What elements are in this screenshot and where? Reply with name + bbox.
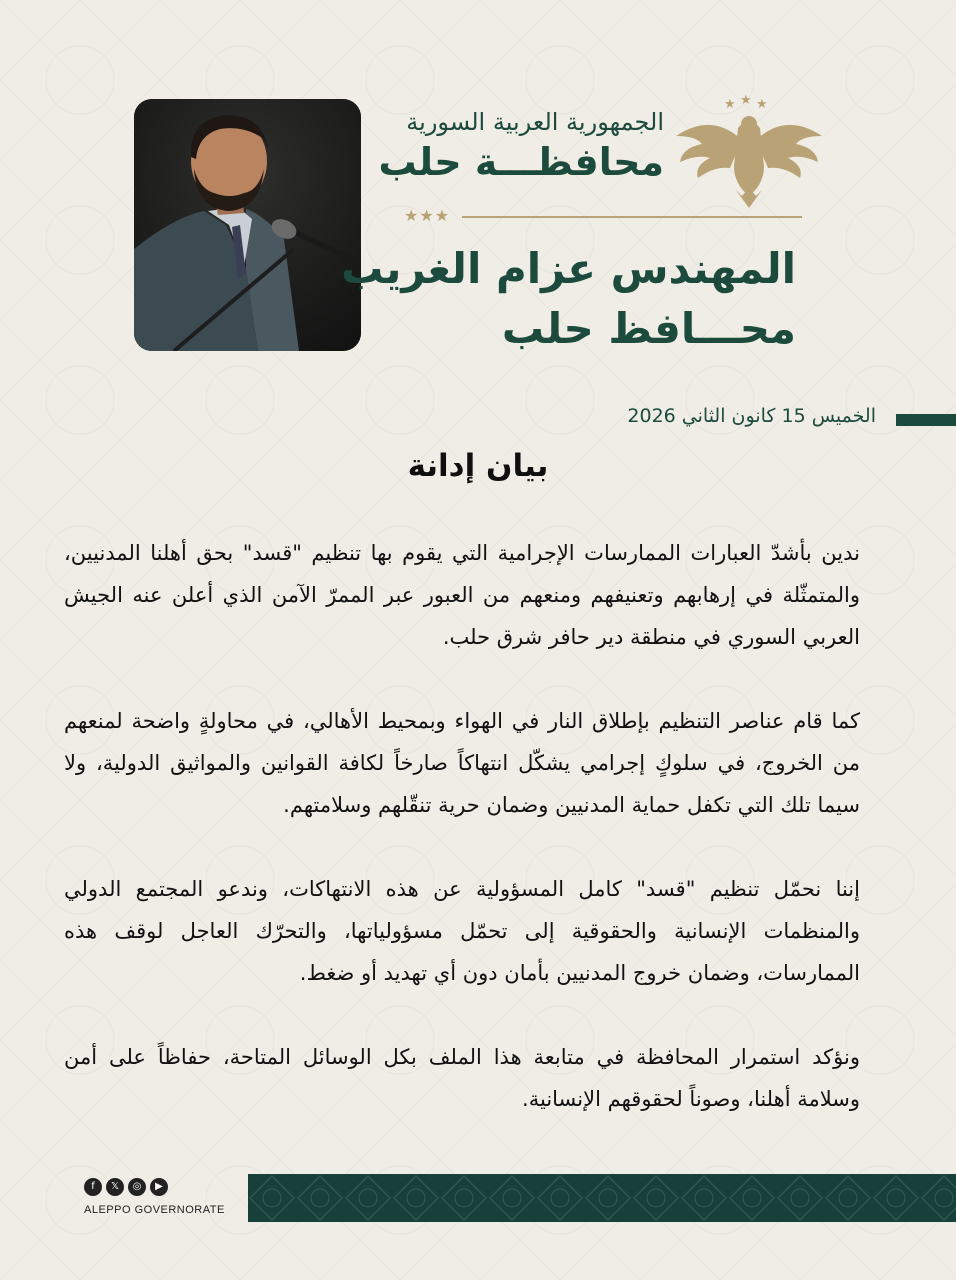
- svg-text:★: ★: [740, 93, 752, 108]
- social-links: [84, 1178, 168, 1198]
- instagram-icon[interactable]: ◎: [128, 1178, 146, 1196]
- republic-heading: الجمهورية العربية السورية: [406, 108, 664, 136]
- statement-body: [64, 532, 860, 1162]
- svg-text:★: ★: [724, 97, 736, 112]
- statement-paragraph: كما قام عناصر التنظيم بإطلاق النار في الهواء وبمحيط الأهالي، في محاولةٍ واضحة لمنعهم من الخروج، في سلوكٍ إجرامي يشكّل انتهاكاً صارخاً لكافة القوانين والمواثيق الدولية، ولا سيما تلك التي تكفل حماية المدنيين وضمان حرية تنقّلهم وسلامتهم.: [64, 709, 860, 817]
- facebook-icon[interactable]: f: [84, 1178, 102, 1196]
- governorate-heading: محافظـــة حلب: [378, 140, 664, 184]
- governor-title: محـــافظ حلب: [501, 304, 796, 353]
- governor-photo: [134, 99, 361, 351]
- youtube-icon[interactable]: ▶: [150, 1178, 168, 1196]
- header-divider: [462, 216, 802, 218]
- footer-organization-name: ALEPPO GOVERNORATE: [84, 1204, 225, 1216]
- svg-text:★: ★: [756, 97, 768, 112]
- footer-pattern-band: [248, 1174, 956, 1222]
- statement-paragraph: إننا نحمّل تنظيم "قسد" كامل المسؤولية عن هذه الانتهاكات، وندعو المجتمع الدولي والمنظمات الإنسانية والحقوقية إلى تحمّل مسؤولياتها، والتحرّك العاجل لوقف هذه الممارسات، وضمان خروج المدنيين بأمان دون أي تهديد أو ضغط.: [64, 877, 860, 985]
- date-accent-bar: [896, 414, 956, 426]
- governor-name: المهندس عزام الغريب: [341, 244, 796, 293]
- eagle-emblem-icon: [672, 92, 826, 210]
- statement-date: الخميس 15 كانون الثاني 2026: [627, 405, 876, 427]
- statement-paragraph: ونؤكد استمرار المحافظة في متابعة هذا الملف بكل الوسائل المتاحة، حفاظاً على أمن وسلامة أهلنا، وصوناً لحقوقهم الإنسانية.: [64, 1045, 860, 1111]
- statement-paragraph: ندين بأشدّ العبارات الممارسات الإجرامية التي يقوم بها تنظيم "قسد" بحق أهلنا المدنيين، والمتمثّلة في إرهابهم وتعنيفهم ومنعهم من العبور عبر الممرّ الآمن الذي أعلن عنه الجيش العربي السوري في منطقة دير حافر شرق حلب.: [64, 541, 860, 649]
- divider-stars: ★★★: [404, 206, 451, 225]
- x-icon[interactable]: 𝕏: [106, 1178, 124, 1196]
- statement-title: بيان إدانة: [407, 448, 549, 484]
